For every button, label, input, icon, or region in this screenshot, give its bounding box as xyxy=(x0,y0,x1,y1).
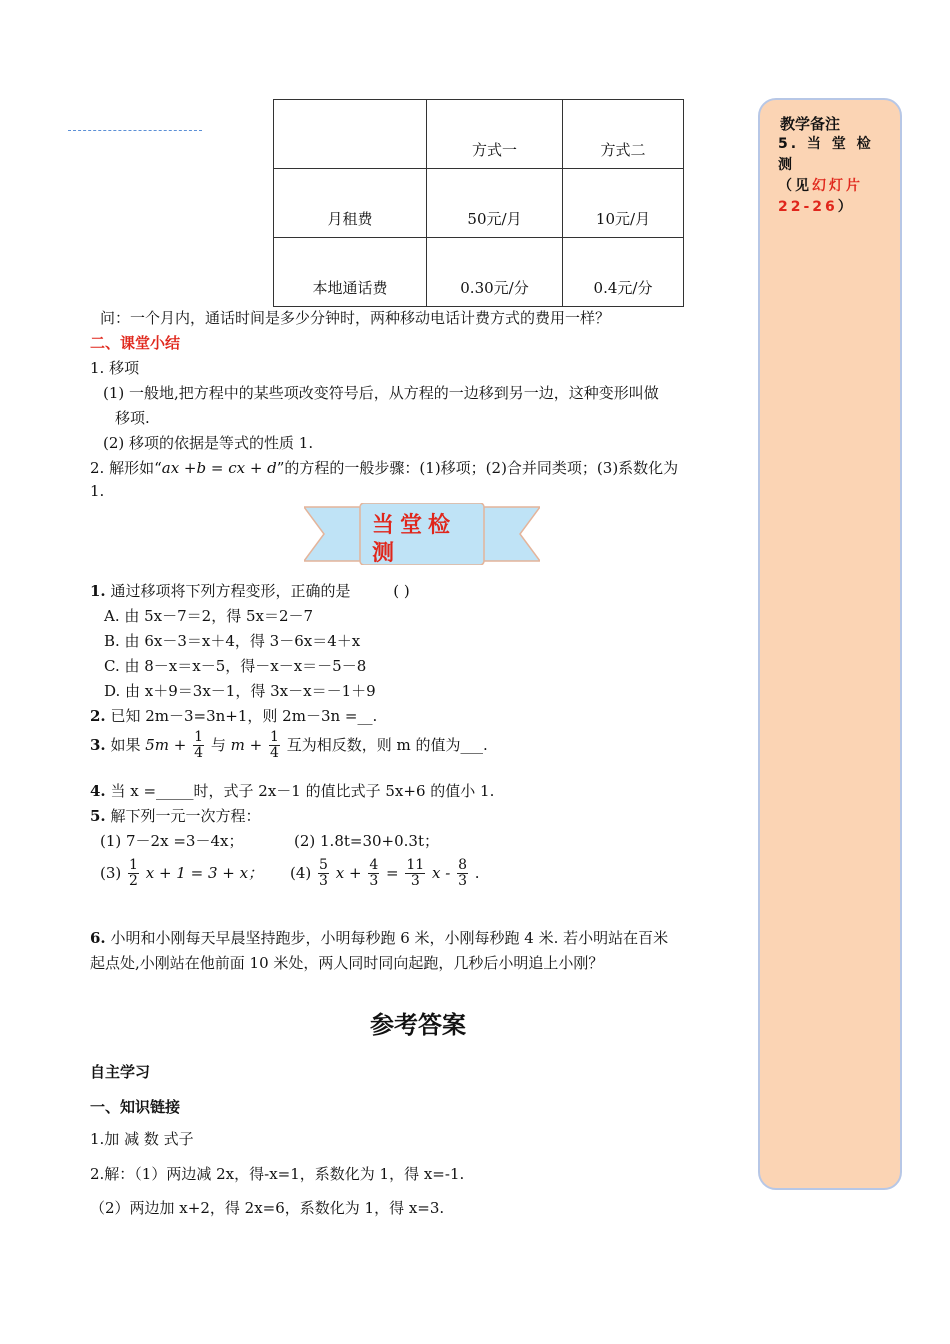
question-number: 5. xyxy=(90,807,106,825)
text-span: ） xyxy=(837,199,855,215)
denominator: 3 xyxy=(319,873,328,890)
test-q2 xyxy=(90,705,377,726)
question-text: 小明和小刚每天早晨坚持跑步，小明每秒跑 6 米，小刚每秒跑 4 米. 若小明站在百米 xyxy=(110,929,669,947)
notes-title: 教学备注 xyxy=(780,115,841,133)
fraction xyxy=(318,858,329,890)
question-text: 已知 2m－3=3n+1，则 2m－3n =__. xyxy=(110,707,378,725)
table-cell: 0.30元/分 xyxy=(427,238,563,307)
numerator: 8 xyxy=(458,857,467,873)
slide-reference: 幻灯片 xyxy=(812,178,863,194)
summary-item-1-2: (2) 移项的依据是等式的性质 1. xyxy=(103,434,314,452)
answers-title: 参考答案 xyxy=(370,1011,466,1039)
table-row xyxy=(274,169,684,238)
expression: 5m + xyxy=(145,735,187,754)
banner-title: 当堂检测 xyxy=(372,513,457,566)
fraction xyxy=(405,858,425,890)
expression: x - xyxy=(431,863,451,882)
table-header-row xyxy=(274,100,684,169)
option-a: A. 由 5x－7＝2，得 5x＝2－7 xyxy=(104,607,314,625)
notes-body xyxy=(778,134,888,218)
equals-sign: = xyxy=(386,863,399,882)
numerator: 5 xyxy=(319,857,328,873)
option-b: B. 由 6x－3＝x＋4，得 3－6x＝4＋x xyxy=(104,632,361,650)
summary-item-2 xyxy=(90,457,678,478)
answers-section: 自主学习 xyxy=(90,1063,151,1081)
table-cell: 10元/月 xyxy=(563,169,684,238)
expression: m + xyxy=(230,735,263,754)
fraction xyxy=(457,858,468,890)
fraction xyxy=(193,730,204,762)
denominator: 4 xyxy=(194,745,204,762)
answer-blank: ( ) xyxy=(393,582,410,600)
test-q4 xyxy=(90,780,494,801)
table-cell xyxy=(274,100,427,169)
text-span: ”的方程的一般步骤：(1)移项；(2)合并同类项；(3)系数化为 xyxy=(276,459,679,477)
notes-line xyxy=(778,197,888,218)
summary-heading: 二、课堂小结 xyxy=(90,334,181,352)
answer-2: 2.解：（1）两边减 2x，得-x=1，系数化为 1，得 x=-1. xyxy=(90,1165,465,1183)
question-number: 4. xyxy=(90,782,106,800)
table-cell: 0.4元/分 xyxy=(563,238,684,307)
numerator: 1 xyxy=(269,729,279,745)
text-span: （见 xyxy=(778,178,812,194)
teaching-notes-panel xyxy=(758,98,902,1190)
table-cell: 本地通话费 xyxy=(274,238,427,307)
question-number: 1. xyxy=(90,582,106,600)
numerator: 4 xyxy=(369,857,379,873)
notes-line xyxy=(778,176,888,197)
summary-item-2-cont: 1. xyxy=(90,482,105,500)
answer-1: 1.加 减 数 式子 xyxy=(90,1130,194,1148)
summary-item-1-1: (1) 一般地,把方程中的某些项改变符号后，从方程的一边移到另一边，这种变形叫做 xyxy=(103,384,659,402)
table-cell: 方式一 xyxy=(427,100,563,169)
text-span: 如果 xyxy=(110,735,141,754)
slide-range: 22-26 xyxy=(778,199,838,215)
notes-line: 5. 当 堂 检 测 xyxy=(778,136,874,173)
expression: x + 1 = 3 + x； xyxy=(145,863,264,882)
answer-3: （2）两边加 x+2，得 2x=6，系数化为 1，得 x=3. xyxy=(90,1199,445,1217)
equation-4 xyxy=(290,858,480,890)
denominator: 3 xyxy=(458,873,467,890)
question-text: 通过移项将下列方程变形，正确的是 xyxy=(110,582,351,600)
option-c: C. 由 8－x＝x－5，得－x－x＝－5－8 xyxy=(104,657,367,675)
table-cell: 方式二 xyxy=(563,100,684,169)
table-cell: 月租费 xyxy=(274,169,427,238)
equation-1: (1) 7－2x =3－4x； xyxy=(100,832,244,850)
denominator: 4 xyxy=(269,745,279,762)
summary-item-1-1-cont: 移项. xyxy=(115,409,150,427)
denominator: 2 xyxy=(129,873,138,890)
option-d: D. 由 x＋9＝3x－1，得 3x－x＝－1＋9 xyxy=(104,682,376,700)
question-number: 3. xyxy=(90,735,106,754)
test-q5 xyxy=(90,805,260,826)
test-q6 xyxy=(90,927,668,948)
equation-label: (3) xyxy=(100,863,122,882)
question-number: 2. xyxy=(90,707,106,725)
fee-table xyxy=(273,99,684,307)
question-text: 当 x =_____时，式子 2x－1 的值比式子 5x+6 的值小 1. xyxy=(110,782,495,800)
numerator: 1 xyxy=(194,729,204,745)
fraction xyxy=(368,858,379,890)
table-row xyxy=(274,238,684,307)
numerator: 1 xyxy=(129,857,138,873)
text-span: 2. 解形如“ xyxy=(90,459,162,477)
denominator: 3 xyxy=(410,873,420,890)
test-q6-cont: 起点处,小刚站在他前面 10 米处，两人同时同向起跑，几秒后小明追上小刚？ xyxy=(90,954,604,972)
fraction xyxy=(128,858,139,890)
test-q3 xyxy=(90,730,488,762)
summary-item-1: 1. 移项 xyxy=(90,359,140,377)
answers-subsection: 一、知识链接 xyxy=(90,1098,181,1116)
numerator: 11 xyxy=(406,857,425,873)
question-text: 问：一个月内，通话时间是多少分钟时，两种移动电话计费方式的费用一样？ xyxy=(100,309,611,327)
text-span: 与 xyxy=(210,735,226,754)
test-q1 xyxy=(90,580,410,601)
expression: x + xyxy=(335,863,362,882)
equation-2: (2) 1.8t=30+0.3t； xyxy=(294,832,440,850)
equation-3 xyxy=(100,858,263,890)
table-cell: 50元/月 xyxy=(427,169,563,238)
question-text: 解下列一元一次方程： xyxy=(110,807,261,825)
text-span: 互为相反数，则 m 的值为___. xyxy=(286,735,488,754)
fraction xyxy=(269,730,280,762)
question-number: 6. xyxy=(90,929,106,947)
equation-span: ax +b = cx + d xyxy=(161,459,277,477)
equation-label: (4) xyxy=(290,863,312,882)
decorative-dash-line xyxy=(68,130,202,131)
period: . xyxy=(474,863,480,882)
denominator: 3 xyxy=(369,873,379,890)
